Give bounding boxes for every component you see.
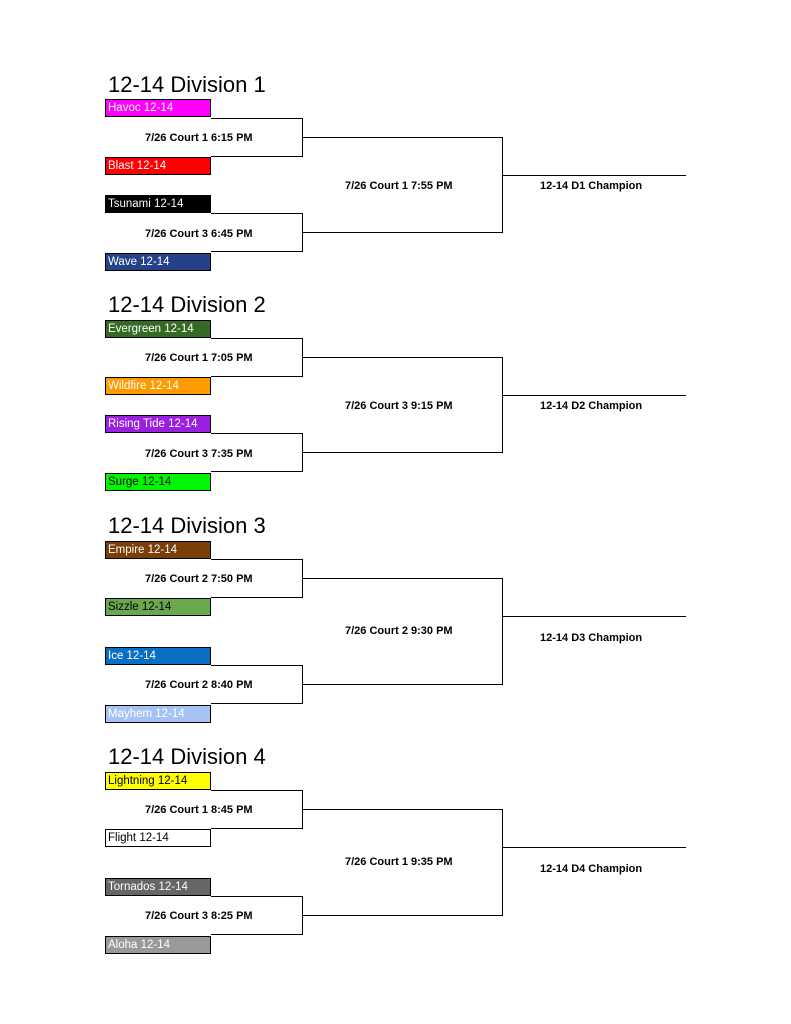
team-slot[interactable]: Aloha 12-14	[105, 936, 211, 954]
bracket-line	[211, 433, 303, 434]
game-label: 7/26 Court 3 8:25 PM	[145, 910, 253, 922]
final-game-label: 7/26 Court 2 9:30 PM	[345, 625, 453, 637]
team-slot[interactable]: Rising Tide 12-14	[105, 415, 211, 433]
bracket-line	[502, 395, 686, 396]
bracket-line	[211, 118, 303, 119]
bracket-line	[302, 232, 503, 233]
final-game-label: 7/26 Court 1 9:35 PM	[345, 856, 453, 868]
team-slot[interactable]: Surge 12-14	[105, 473, 211, 491]
game-label: 7/26 Court 1 8:45 PM	[145, 804, 253, 816]
bracket-line	[211, 376, 303, 377]
bracket-line	[302, 137, 503, 138]
bracket-line	[302, 452, 503, 453]
division-title: 12-14 Division 1	[108, 72, 266, 97]
bracket-line	[211, 828, 303, 829]
bracket-line	[211, 790, 303, 791]
division-title: 12-14 Division 3	[108, 513, 266, 538]
bracket-line	[211, 251, 303, 252]
division-1	[0, 72, 791, 302]
champion-label: 12-14 D3 Champion	[540, 632, 643, 644]
team-slot[interactable]: Tsunami 12-14	[105, 195, 211, 213]
bracket-line	[211, 703, 303, 704]
bracket-line	[502, 137, 503, 233]
team-slot[interactable]: Wave 12-14	[105, 253, 211, 271]
bracket-line	[211, 896, 303, 897]
division-title: 12-14 Division 2	[108, 292, 266, 317]
champion-label: 12-14 D1 Champion	[540, 180, 643, 192]
final-game-label: 7/26 Court 1 7:55 PM	[345, 180, 453, 192]
team-slot[interactable]: Wildfire 12-14	[105, 377, 211, 395]
game-label: 7/26 Court 3 7:35 PM	[145, 448, 253, 460]
division-3	[0, 513, 791, 743]
bracket-line	[302, 684, 503, 685]
team-slot[interactable]: Ice 12-14	[105, 647, 211, 665]
division-4	[0, 744, 791, 974]
bracket-line	[211, 665, 303, 666]
bracket-line	[211, 559, 303, 560]
game-label: 7/26 Court 2 7:50 PM	[145, 573, 253, 585]
champion-label: 12-14 D2 Champion	[540, 400, 643, 412]
team-slot[interactable]: Flight 12-14	[105, 829, 211, 847]
bracket-line	[211, 471, 303, 472]
bracket-line	[211, 934, 303, 935]
team-slot[interactable]: Tornados 12-14	[105, 878, 211, 896]
division-2	[0, 292, 791, 522]
team-slot[interactable]: Havoc 12-14	[105, 99, 211, 117]
bracket-line	[502, 578, 503, 685]
team-slot[interactable]: Lightning 12-14	[105, 772, 211, 790]
team-slot[interactable]: Sizzle 12-14	[105, 598, 211, 616]
bracket-line	[211, 338, 303, 339]
bracket-line	[211, 597, 303, 598]
bracket-line	[502, 357, 503, 453]
team-slot[interactable]: Mayhem 12-14	[105, 705, 211, 723]
bracket-line	[302, 578, 503, 579]
bracket-line	[302, 357, 503, 358]
final-game-label: 7/26 Court 3 9:15 PM	[345, 400, 453, 412]
bracket-line	[302, 915, 503, 916]
game-label: 7/26 Court 3 6:45 PM	[145, 228, 253, 240]
game-label: 7/26 Court 2 8:40 PM	[145, 679, 253, 691]
team-slot[interactable]: Blast 12-14	[105, 157, 211, 175]
bracket-line	[502, 616, 686, 617]
bracket-line	[211, 156, 303, 157]
bracket-line	[502, 847, 686, 848]
bracket-line	[502, 175, 686, 176]
bracket-line	[302, 809, 503, 810]
team-slot[interactable]: Empire 12-14	[105, 541, 211, 559]
bracket-line	[502, 809, 503, 916]
team-slot[interactable]: Evergreen 12-14	[105, 320, 211, 338]
bracket-line	[211, 213, 303, 214]
division-title: 12-14 Division 4	[108, 744, 266, 769]
champion-label: 12-14 D4 Champion	[540, 863, 643, 875]
game-label: 7/26 Court 1 6:15 PM	[145, 132, 253, 144]
game-label: 7/26 Court 1 7:05 PM	[145, 352, 253, 364]
